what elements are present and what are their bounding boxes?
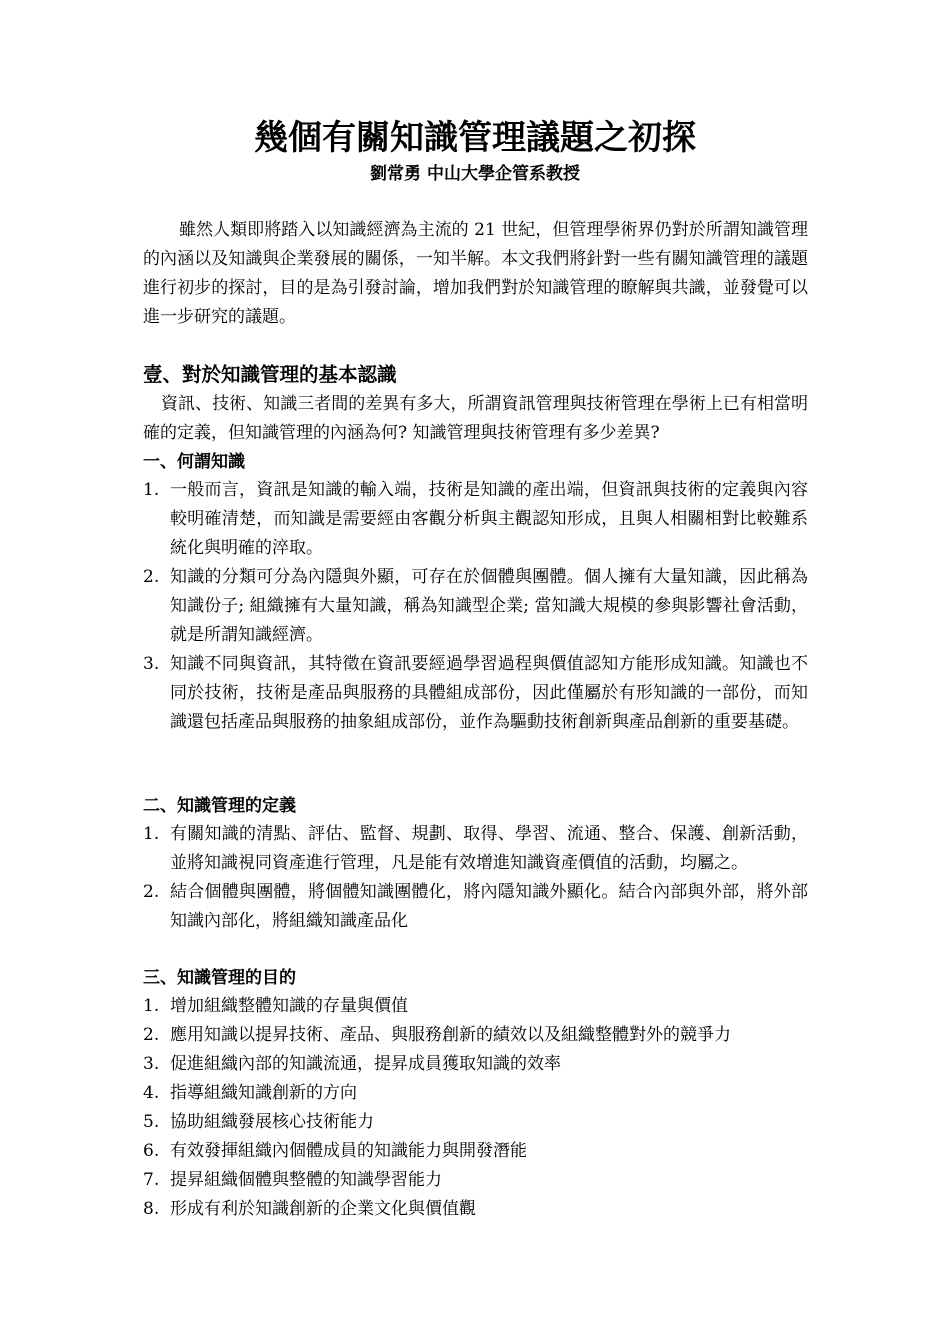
list-item-text: 增加組織整體知識的存量與價值 [170, 996, 408, 1016]
list-item [143, 820, 808, 878]
list-number: 1. [143, 824, 160, 844]
list-number: 1. [143, 480, 160, 500]
list-number: 2. [143, 567, 160, 587]
definition-list [143, 820, 808, 936]
list-number: 1. [143, 996, 160, 1016]
list-item-text: 結合個體與團體，將個體知識團體化，將內隱知識外顯化。結合內部與外部，將外部知識內部化，將組織知識產品化 [170, 882, 808, 931]
list-item-text: 形成有利於知識創新的企業文化與價值觀 [170, 1199, 476, 1219]
list-item [143, 1166, 808, 1195]
list-item-text: 知識不同與資訊，其特徵在資訊要經過學習過程與價值認知方能形成知識。知識也不同於技術，技術是產品與服務的具體組成部份，因此僅屬於有形知識的一部份，而知識還包括產品與服務的抽象組成部份，並作為驅動技術創新與產品創新的重要基礎。 [170, 654, 808, 732]
list-item-text: 協助組織發展核心技術能力 [170, 1112, 374, 1132]
list-item-text: 有效發揮組織內個體成員的知識能力與開發潛能 [170, 1141, 527, 1161]
list-item [143, 1137, 808, 1166]
list-item-text: 一般而言，資訊是知識的輸入端，技術是知識的產出端，但資訊與技術的定義與內容較明確清楚，而知識是需要經由客觀分析與主觀認知形成，且與人相關相對比較難系統化與明確的淬取。 [170, 480, 808, 558]
list-number: 5. [143, 1112, 160, 1132]
list-number: 3. [143, 654, 160, 674]
list-item [143, 992, 808, 1021]
list-number: 4. [143, 1083, 160, 1103]
list-number: 7. [143, 1170, 160, 1190]
subsection-heading-purpose: 三、知識管理的目的 [143, 968, 296, 988]
list-item-text: 指導組織知識創新的方向 [170, 1083, 357, 1103]
list-item-text: 應用知識以提昇技術、產品、與服務創新的績效以及組織整體對外的競爭力 [170, 1025, 731, 1045]
list-item-text: 提昇組織個體與整體的知識學習能力 [170, 1170, 442, 1190]
list-item-text: 知識的分類可分為內隱與外顯，可存在於個體與團體。個人擁有大量知識，因此稱為知識份子; 組織擁有大量知識，稱為知識型企業; 當知識大規模的參與影響社會活動，就是所謂知識經濟。 [170, 567, 808, 645]
purpose-list [143, 992, 808, 1224]
list-number: 8. [143, 1199, 160, 1219]
list-number: 6. [143, 1141, 160, 1161]
section-intro-paragraph: 資訊、技術、知識三者間的差異有多大，所謂資訊管理與技術管理在學術上已有相當明確的定義，但知識管理的內涵為何? 知識管理與技術管理有多少差異? [143, 394, 808, 443]
list-item [143, 563, 808, 650]
list-item-text: 促進組織內部的知識流通，提昇成員獲取知識的效率 [170, 1054, 561, 1074]
list-item-text: 有關知識的清點、評估、監督、規劃、取得、學習、流通、整合、保護、創新活動，並將知識視同資產進行管理，凡是能有效增進知識資產價值的活動，均屬之。 [170, 824, 808, 873]
list-item [143, 1021, 808, 1050]
list-item [143, 1079, 808, 1108]
list-item [143, 1108, 808, 1137]
knowledge-list [143, 476, 808, 737]
document-title: 幾個有關知識管理議題之初探 [254, 118, 696, 158]
author-line: 劉常勇 中山大學企管系教授 [370, 164, 580, 184]
list-number: 2. [143, 1025, 160, 1045]
list-item [143, 1195, 808, 1224]
list-number: 3. [143, 1054, 160, 1074]
section-heading: 壹、對於知識管理的基本認識 [143, 363, 397, 386]
list-number: 2. [143, 882, 160, 902]
subsection-heading-what-is-knowledge: 一、何謂知識 [143, 452, 245, 472]
list-item [143, 476, 808, 563]
subsection-heading-definition: 二、知識管理的定義 [143, 796, 296, 816]
list-item [143, 1050, 808, 1079]
list-item [143, 878, 808, 936]
list-item [143, 650, 808, 737]
intro-paragraph: 雖然人類即將踏入以知識經濟為主流的 21 世紀，但管理學術界仍對於所謂知識管理的內涵以及知識與企業發展的關係，一知半解。本文我們將針對一些有關知識管理的議題進行初步的探討，目的是為引發討論，增加我們對於知識管理的瞭解與共識，並發覺可以進一步研究的議題。 [143, 220, 808, 327]
